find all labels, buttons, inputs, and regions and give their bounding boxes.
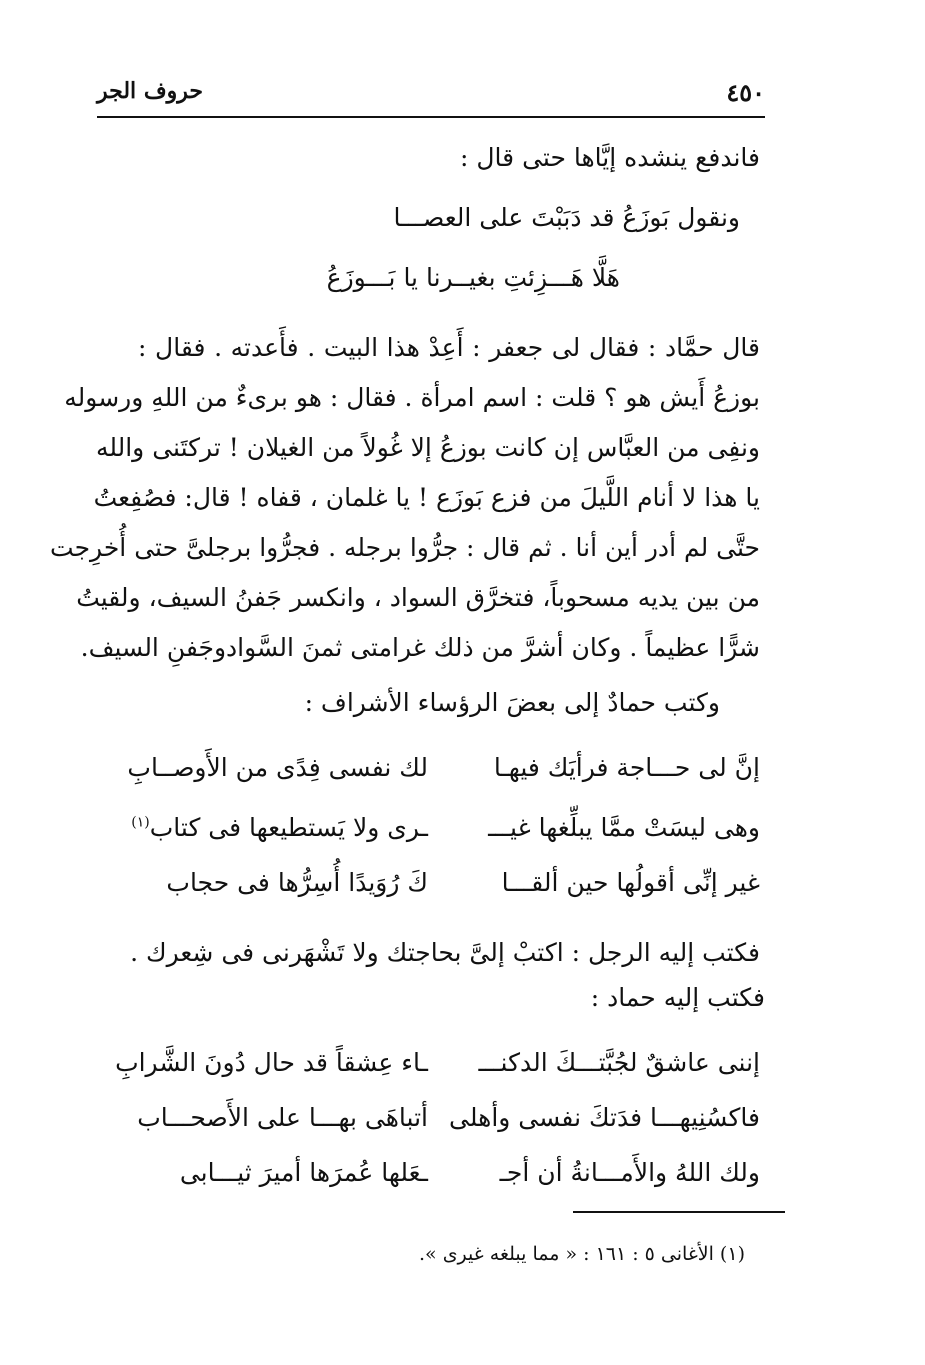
- poem2-hemistich-right: ولك اللهُ والأَمـــانةُ أن أجـ: [499, 1158, 760, 1187]
- paragraph-line: قال حمَّاد : فقال لى جعفر : أَعِدْ هذا البيت . فأَعدته . فقال :: [138, 333, 760, 362]
- poem2-hemistich-right: إننى عاشقٌ لجُبَّتـــكَ الدكنـــ: [478, 1048, 760, 1077]
- poem2-hemistich-left: ـعَلها عُمرَها أميرَ ثيـــابى: [179, 1158, 428, 1187]
- poem2-hemistich-left: ـاء عِشقاً قد حال دُونَ الشَّرابِ: [115, 1048, 428, 1077]
- paragraph-line: شرًّا عظيماً . وكان أشرَّ من ذلك غرامتى ثمنَ السَّوادوجَفنِ السيف.: [80, 633, 760, 662]
- poem1-hemistich-right: غير إنِّى أقولُها حين ألقـــا: [501, 868, 760, 897]
- footnote-marker: (١): [131, 814, 150, 831]
- paragraph-line: حتَّى لم أدر أين أنا . ثم قال : جرُّوا برجله . فجرُّوا برجلىَّ حتى أُخرِجت: [50, 533, 760, 562]
- verse-line-2: هَلَّا هَـــزِئتِ بغيــرنا يا بَـــوزَعُ: [326, 263, 620, 292]
- poem1-hemistich-left: لك نفسى فِدًى من الأَوصــابِ: [127, 753, 428, 782]
- poem1-hemistich-left: كَ رُوَيدًا أُسِرُّها فى حجاب: [166, 868, 428, 897]
- running-title: حروف الجر: [97, 78, 203, 104]
- intro-line-2: وكتب حمادٌ إلى بعضَ الرؤساء الأشراف :: [304, 688, 720, 717]
- paragraph-line: يا هذا لا أنام اللَّيلَ من فزع بَوزَع ! يا غلمان ، قفاه ! قال: فصُفِعتُ: [93, 483, 760, 512]
- poem1-hemistich-right: وهى ليسَتْ ممَّا يبلِّغها غيـــ: [488, 813, 760, 842]
- footnote: (١) الأغانى ٥ : ١٦١ : « مما يبلغه غيرى ».: [418, 1243, 745, 1265]
- reply-line: فكتب إليه الرجل : اكتبْ إلىَّ بحاجتك ولا تَشْهَرنى فى شِعرك .: [130, 938, 760, 967]
- paragraph-line: بوزعُ أَيش هو ؟ قلت : اسم امرأة . فقال : هو برىءٌ من اللهِ ورسوله: [64, 383, 760, 412]
- intro-line-3: فكتب إليه حماد :: [590, 983, 765, 1012]
- page-number: ٤٥٠: [726, 78, 765, 107]
- poem2-hemistich-left: أتباهَى بهـــا على الأَصحـــاب: [137, 1103, 428, 1132]
- poem1-hemistich-left: [131, 813, 428, 842]
- paragraph-line: من بين يديه مسحوباً، فتخرَّق السواد ، وانكسر جَفنُ السيف، ولقيتُ: [76, 583, 760, 612]
- verse-line-1: ونقول بَوزَعُ قد دَبَبْتَ على العصـــا: [393, 203, 740, 232]
- poem1-left-text: ـرى ولا يَستطيعها فى كتاب: [149, 813, 428, 842]
- poem1-hemistich-right: إنَّ لى حـــاجة فرأيَك فيهـا: [493, 753, 760, 782]
- intro-line: فاندفع ينشده إيَّاها حتى قال :: [460, 143, 760, 172]
- page-header: [97, 70, 765, 118]
- poem2-hemistich-right: فاكسُنِيهـــا فدَتكَ نفسى وأهلى: [449, 1103, 760, 1132]
- footnote-divider: [573, 1211, 785, 1213]
- paragraph-line: ونفِى من العبَّاس إن كانت بوزعُ إلا غُولاً من الغيلان ! تركتَنى والله: [95, 433, 760, 462]
